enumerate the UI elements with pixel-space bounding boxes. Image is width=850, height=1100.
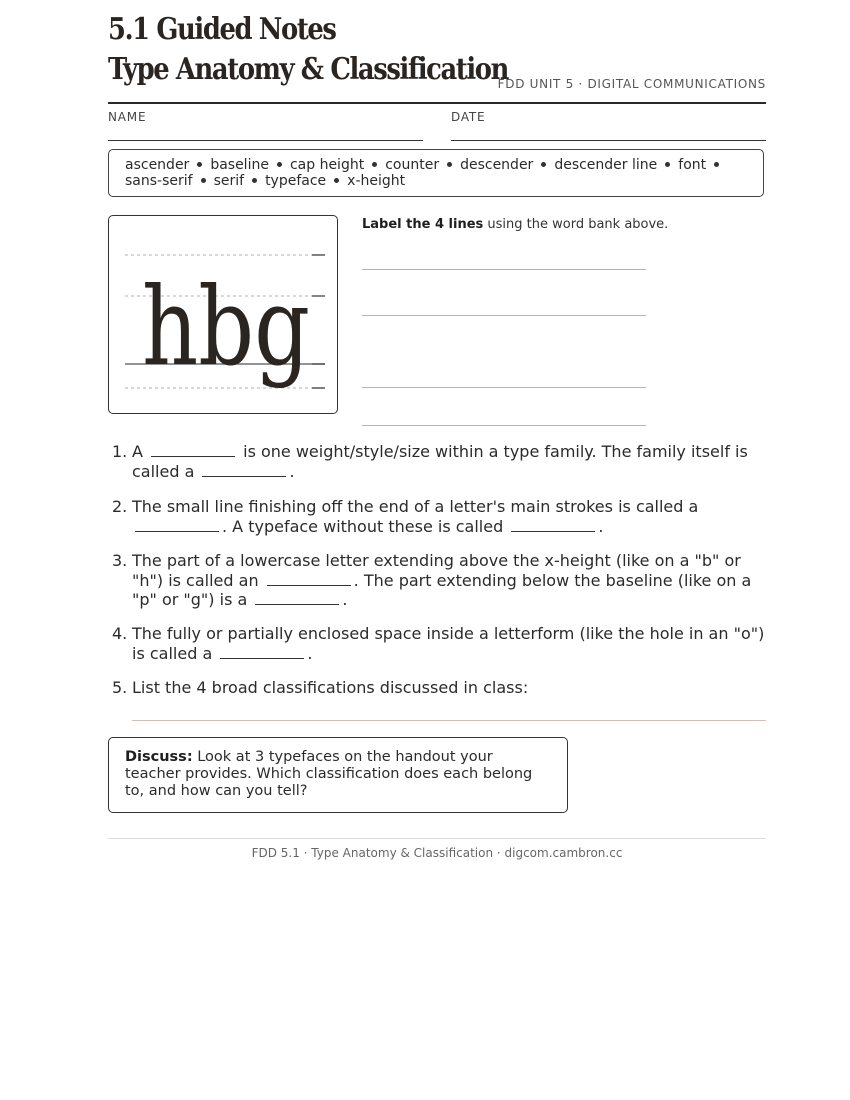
answer-blank[interactable] xyxy=(202,462,286,477)
question-number: 2. xyxy=(112,497,128,516)
bullet-separator xyxy=(714,162,719,167)
word-bank-item: font xyxy=(678,157,707,173)
worksheet-page xyxy=(108,0,766,1100)
question-2 xyxy=(108,497,766,536)
label-instruction-rest: using the word bank above. xyxy=(483,217,669,232)
word-bank-item: baseline xyxy=(210,157,269,173)
question-text: A xyxy=(132,442,149,461)
label-instruction xyxy=(362,217,668,232)
header xyxy=(108,12,766,104)
word-bank-item: serif xyxy=(213,173,245,189)
word-bank-item: sans-serif xyxy=(125,173,193,189)
discuss-label: Discuss: xyxy=(125,749,193,765)
discuss-box xyxy=(108,737,568,813)
bullet-separator xyxy=(277,162,282,167)
word-bank xyxy=(108,149,764,197)
classification-answer-line[interactable] xyxy=(132,720,766,721)
name-input-line[interactable] xyxy=(108,140,423,141)
label-answer-line-1[interactable] xyxy=(362,269,646,270)
diagram-glyphs: hbg xyxy=(142,265,310,390)
footer-divider xyxy=(108,838,766,839)
answer-blank[interactable] xyxy=(255,590,339,605)
question-text: List the 4 broad classifications discussed in class: xyxy=(132,678,529,697)
question-number: 4. xyxy=(112,624,128,643)
question-number: 1. xyxy=(112,442,128,461)
answer-blank[interactable] xyxy=(267,571,351,586)
answer-blank[interactable] xyxy=(511,517,595,532)
bullet-separator xyxy=(197,162,202,167)
label-answer-line-4[interactable] xyxy=(362,425,646,426)
bullet-separator xyxy=(541,162,546,167)
question-5 xyxy=(108,678,766,698)
bullet-separator xyxy=(334,178,339,183)
question-text: . A typeface without these is called xyxy=(222,516,509,536)
question-text: . The part extending below the baseline (like on a "p" or "g") is a xyxy=(132,570,752,609)
word-bank-item: cap height xyxy=(289,157,365,173)
label-instruction-bold: Label the 4 lines xyxy=(362,217,484,232)
label-answer-line-3[interactable] xyxy=(362,387,646,388)
word-bank-item: descender line xyxy=(554,157,658,173)
word-bank-item: descender xyxy=(460,157,534,173)
date-label: DATE xyxy=(451,110,486,124)
question-text: . xyxy=(342,590,348,609)
label-answer-line-2[interactable] xyxy=(362,315,646,316)
question-text: The fully or partially enclosed space inside a letterform (like the hole in an "o") is called a xyxy=(132,624,765,663)
question-text: The part of a lowercase letter extending above the x-height (like on a "b" or "h") is called an xyxy=(132,551,741,590)
question-text: . xyxy=(307,643,313,663)
unit-label: FDD UNIT 5 · DIGITAL COMMUNICATIONS xyxy=(497,77,766,91)
date-input-line[interactable] xyxy=(451,140,766,141)
question-number: 5. xyxy=(112,678,128,697)
word-bank-item: counter xyxy=(385,157,440,173)
diagram-svg xyxy=(109,216,338,414)
question-text: . xyxy=(598,516,604,536)
discuss-text: Look at 3 typefaces on the handout your teacher provides. Which classification does each belong to, and how can you tell? xyxy=(125,749,533,799)
question-text: The small line finishing off the end of a letter's main strokes is called a xyxy=(132,497,699,516)
answer-blank[interactable] xyxy=(220,644,304,659)
bullet-separator xyxy=(665,162,670,167)
bullet-separator xyxy=(372,162,377,167)
footer-text: FDD 5.1 · Type Anatomy & Classification · digcom.cambron.cc xyxy=(251,846,623,860)
word-bank-item: x-height xyxy=(347,173,406,189)
word-bank-row-1 xyxy=(125,157,747,173)
question-text: is one weight/style/size within a type family. The family itself is called a xyxy=(132,442,748,481)
page-title-line-1: 5.1 Guided Notes xyxy=(108,12,336,47)
bullet-separator xyxy=(252,178,257,183)
name-label: NAME xyxy=(108,110,147,124)
question-text: . xyxy=(289,461,295,481)
question-number: 3. xyxy=(112,551,128,570)
word-bank-item: ascender xyxy=(125,157,190,173)
page-title-line-2: Type Anatomy & Classification xyxy=(108,52,508,87)
bullet-separator xyxy=(201,178,206,183)
type-anatomy-diagram xyxy=(108,215,338,414)
answer-blank[interactable] xyxy=(135,517,219,532)
word-bank-item: typeface xyxy=(265,173,327,189)
bullet-separator xyxy=(447,162,452,167)
word-bank-row-2 xyxy=(125,173,747,189)
question-1 xyxy=(108,442,766,481)
question-3 xyxy=(108,551,766,610)
answer-blank[interactable] xyxy=(151,442,235,457)
question-4 xyxy=(108,624,766,663)
